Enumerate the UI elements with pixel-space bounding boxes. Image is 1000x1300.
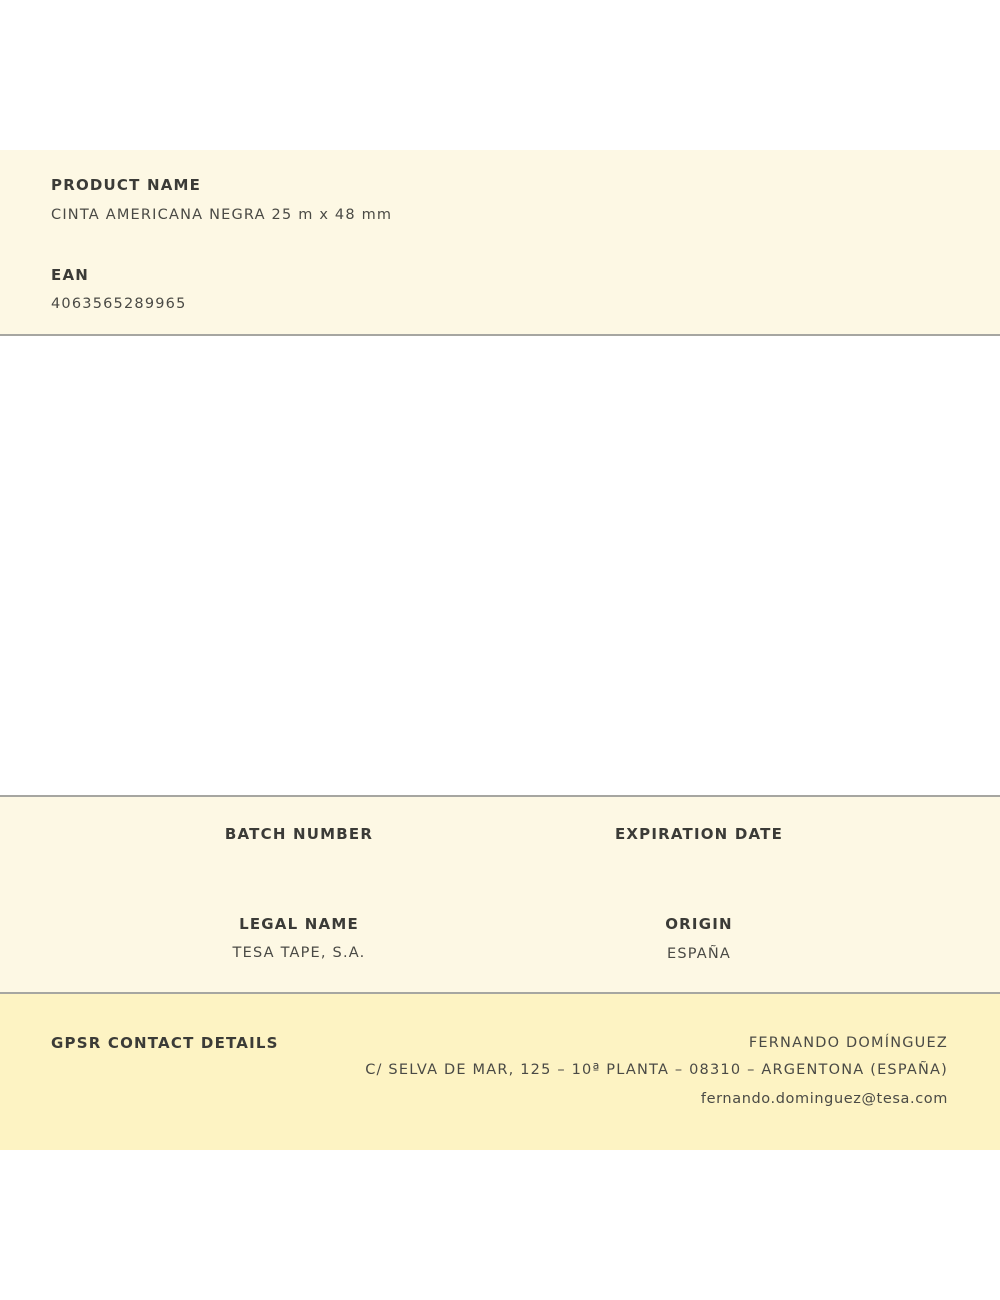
contact-name: FERNANDO DOMÍNGUEZ [748,1035,948,1051]
expiration-date-label: EXPIRATION DATE [614,825,784,843]
origin-label: ORIGIN [665,915,733,933]
batch-number-label: BATCH NUMBER [224,825,374,843]
gpsr-contact-label: GPSR CONTACT DETAILS [51,1034,279,1052]
legal-name-value: TESA TAPE, S.A. [232,945,366,961]
ean-value: 4063565289965 [51,296,187,312]
batch-info-panel [0,795,1000,994]
legal-name-label: LEGAL NAME [239,915,359,933]
product-name-label: PRODUCT NAME [51,176,202,194]
ean-label: EAN [51,266,90,284]
gpsr-contact-panel [0,994,1000,1150]
origin-value: ESPAÑA [666,946,732,962]
product-info-panel [0,150,1000,336]
contact-address: C/ SELVA DE MAR, 125 – 10ª PLANTA – 08310 – ARGENTONA (ESPAÑA) [365,1062,948,1078]
contact-email-link[interactable]: fernando.dominguez@tesa.com [700,1091,948,1107]
product-name-value: CINTA AMERICANA NEGRA 25 m x 48 mm [51,207,393,223]
